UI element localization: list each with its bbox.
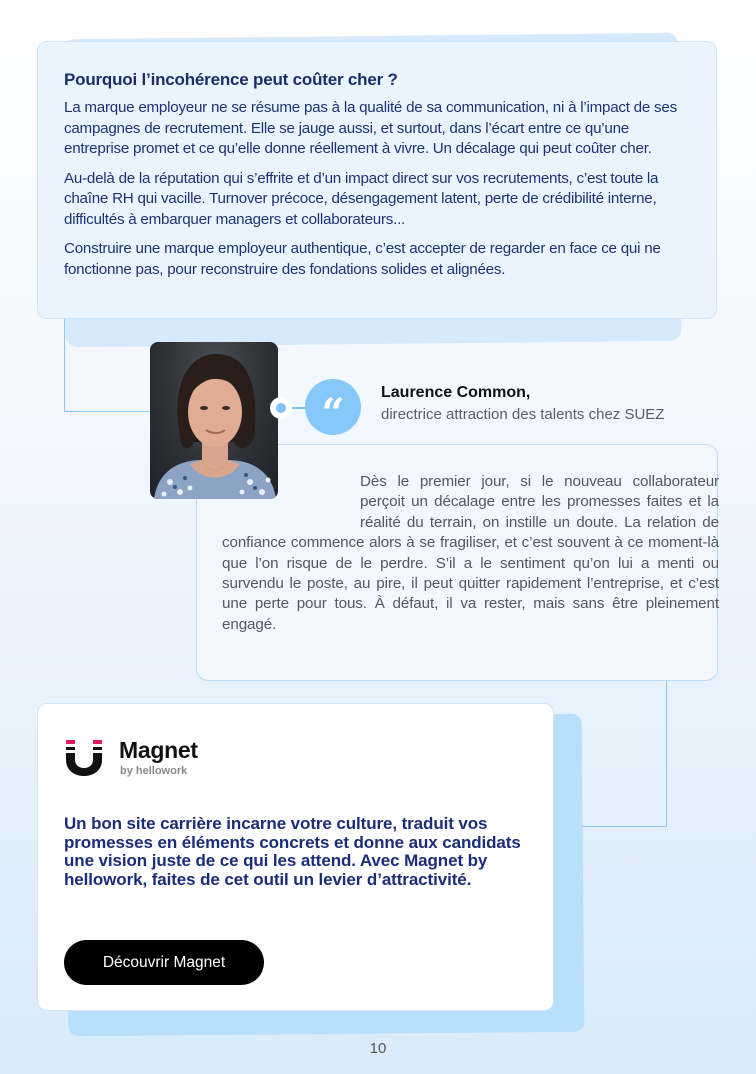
brand-subtitle: by hellowork [120,765,188,777]
connector-line [64,411,154,412]
magnet-logo-icon [66,740,102,776]
connector-dot-inner [276,403,286,413]
author-photo [150,342,278,499]
quote-text: Dès le premier jour, si le nouveau collaborateur perçoit un décalage entre les promesses faites et la réalité du terrain, on instille un doute. La relation de confiance commence alors à se fragiliser, et c’est souvent à ce moment-là que l’on risque de le perdre. S’il a le sentiment qu’on lui a menti ou survendu le poste, au pire, il peut quitter rapidement l’entreprise, et c’est une perte pour tous. À défaut, il va rester, mais sans être pleinement engagé. [222,473,719,633]
testimonial-quote [222,472,719,635]
author-name: Laurence Common, [381,384,531,401]
section-title: Pourquoi l’incohérence peut coûter cher ? [64,70,398,89]
intro-paragraph: La marque employeur ne se résume pas à la qualité de sa communication, ni à l’impact de ses campagnes de recrutement. Elle se jauge aussi, et surtout, dans l’écart entre ce qu’une entreprise promet et ce qu’elle donne réellement à vivre. Un décalage qui peut coûter cher. [64,99,677,157]
portrait-photo [150,342,278,499]
page-number: 10 [369,1040,387,1057]
connector-line [64,319,65,412]
intro-paragraph: Construire une marque employeur authentique, c’est accepter de regarder en face ce qui ne fonctionne pas, pour reconstruire des fondations solides et alignées. [64,240,661,278]
author-role: directrice attraction des talents chez SUEZ [381,406,665,423]
discover-magnet-button[interactable]: Découvrir Magnet [64,940,264,985]
intro-paragraph: Au-delà de la réputation qui s’effrite et d’un impact direct sur vos recrutements, c’est toute la chaîne RH qui vacille. Turnover précoce, désengagement latent, perte de crédibilité interne, difficultés à embarquer managers et collaborateurs... [64,169,659,228]
intro-card [37,41,717,319]
quote-mark-icon: “ [305,379,361,435]
brand-name: Magnet [119,737,198,763]
promo-text: Un bon site carrière incarne votre culture, traduit vos promesses en éléments concrets et donne aux candidats une vision juste de ce qui les attend. Avec Magnet by hellowork, faites de cet outil un levier d’attractivité. [64,814,521,889]
connector-line [666,681,667,827]
